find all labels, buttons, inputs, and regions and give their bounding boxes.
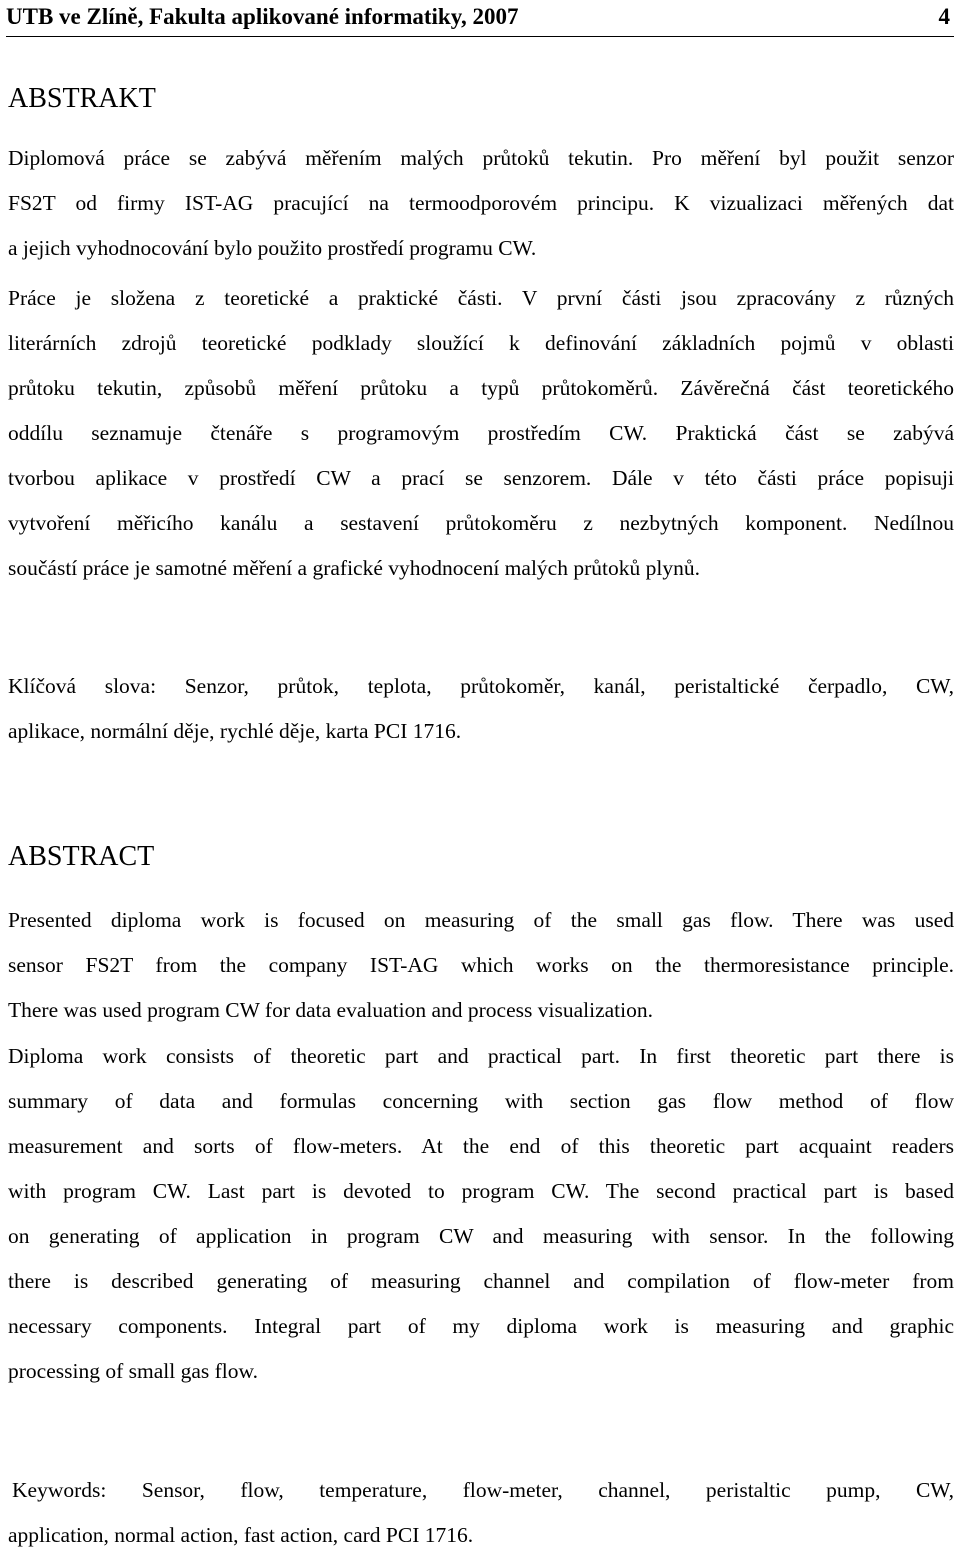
keywords-line: Keywords: Sensor, flow, temperature, flow-meter, channel, peristaltic pump, CW, [12,1478,954,1502]
page-number: 4 [938,4,950,29]
text-line: sensor FS2T from the company IST-AG which works on the thermoresistance principle. [8,953,954,977]
text-line: on generating of application in program CW and measuring with sensor. In the following [8,1224,954,1248]
text-line: necessary components. Integral part of my diploma work is measuring and graphic [8,1314,954,1338]
abstract-paragraph-2 [8,1034,954,1394]
keywords-line: Klíčová slova: Senzor, průtok, teplota, průtokoměr, kanál, peristaltické čerpadlo, CW, [8,674,954,698]
text-line: Presented diploma work is focused on measuring of the small gas flow. There was used [8,908,954,932]
keywords-line: aplikace, normální děje, rychlé děje, karta PCI 1716. [8,719,462,743]
text-line: průtoku tekutin, způsobů měření průtoku a typů průtokoměrů. Závěrečná část teoretického [8,376,954,400]
text-line: There was used program CW for data evaluation and process visualization. [8,998,653,1022]
text-line: a jejich vyhodnocování bylo použito prostředí programu CW. [8,236,537,260]
keywords-line: application, normal action, fast action, card PCI 1716. [8,1523,474,1547]
text-line: summary of data and formulas concerning with section gas flow method of flow [8,1089,954,1113]
text-line: součástí práce je samotné měření a grafické vyhodnocení malých průtoků plynů. [8,556,700,580]
abstract-paragraph-1 [8,898,954,1033]
text-line: processing of small gas flow. [8,1359,258,1383]
text-line: measurement and sorts of flow-meters. At the end of this theoretic part acquaint readers [8,1134,954,1158]
abstrakt-paragraph-1 [8,136,954,271]
abstract-heading: ABSTRACT [8,841,155,872]
text-line: Diplomová práce se zabývá měřením malých průtoků tekutin. Pro měření byl použit senzor [8,146,954,170]
text-line: Diploma work consists of theoretic part and practical part. In first theoretic part there is [8,1044,954,1068]
text-line: there is described generating of measuring channel and compilation of flow-meter from [8,1269,954,1293]
text-line: Práce je složena z teoretické a praktické části. V první části jsou zpracovány z různých [8,286,954,310]
page-header [6,2,954,37]
text-line: vytvoření měřicího kanálu a sestavení průtokoměru z nezbytných komponent. Nedílnou [8,511,954,535]
text-line: oddílu seznamuje čtenáře s programovým prostředím CW. Praktická část se zabývá [8,421,954,445]
abstrakt-keywords [8,664,954,754]
abstract-keywords-cont [8,1513,954,1558]
header-title: UTB ve Zlíně, Fakulta aplikované informatiky, 2007 [6,4,519,29]
text-line: tvorbou aplikace v prostředí CW a prací se senzorem. Dále v této části práce popisuji [8,466,954,490]
abstrakt-heading: ABSTRAKT [8,83,156,114]
text-line: with program CW. Last part is devoted to program CW. The second practical part is based [8,1179,954,1203]
abstrakt-paragraph-2 [8,276,954,591]
abstract-keywords [12,1468,954,1513]
text-line: literárních zdrojů teoretické podklady sloužící k definování základních pojmů v oblasti [8,331,954,355]
text-line: FS2T od firmy IST-AG pracující na termoodporovém principu. K vizualizaci měřených dat [8,191,954,215]
